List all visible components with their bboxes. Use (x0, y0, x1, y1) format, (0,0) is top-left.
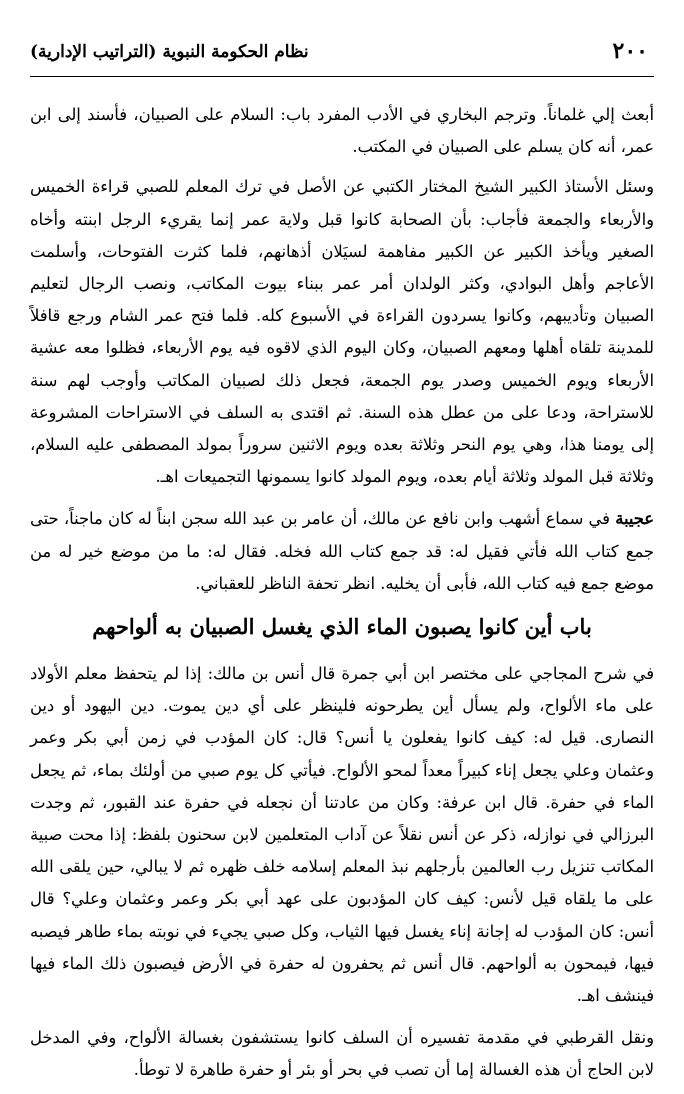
running-title: نظام الحكومة النبوية (التراتيب الإدارية) (30, 42, 309, 62)
page-number: ٢٠٠ (612, 38, 648, 64)
page-header (30, 36, 654, 77)
paragraph-3 (30, 503, 654, 600)
paragraph-4: في شرح المجاجي على مختصر ابن أبي جمرة قال أنس بن مالك: إذا لم يتحفظ معلم الأولاد على ماء الألواح، ولم يسأل أين يطرحونه فلينظر على أي دين يموت. دين اليهود أو دين النصارى. قيل له: كيف كانوا يفعلون يا أنس؟ قال: كان المؤدب في زمن أبي بكر وعمر وعثمان وعلي يجعل إناء كبيراً معداً لمحو الألواح. فيأتي كل يوم صبي من أولئك بماء، ثم يجعل الماء في حفرة. قال ابن عرفة: وكان من عادتنا أن نجعله في حفرة عند القبور، ثم وجدت البرزالي في نوازله، ذكر عن أنس نقلاً عن آداب المتعلمين لابن سحنون بلفظ: إذا محت صبية المكاتب تنزيل رب العالمين بأرجلهم نبذ المعلم إسلامه خلف ظهره ثم لا يبالي، حين يلقى الله على ما يلقاه قيل لأنس: كيف كان المؤدبون على عهد أبي بكر وعمر وعثمان وعلي؟ قال أنس: كان المؤدب له إجانة إناء يغسل فيها الثياب، وكل صبي يجيء في نوبته بماء طاهر فيصبه فيها، فيمحون به ألواحهم. قال أنس ثم يحفرون له حفرة في الأرض فيصبون ذلك الماء فيها فينشف اهـ. (30, 664, 654, 1006)
book-page (30, 36, 654, 1080)
section-heading: باب أين كانوا يصبون الماء الذي يغسل الصبيان به ألواحهم (92, 614, 592, 640)
paragraph-3-lead: عجيبة (615, 509, 654, 529)
paragraph-5: ونقل القرطبي في مقدمة تفسيره أن السلف كانوا يستشفون بغسالة الألواح، وفي المدخل لابن الحاج أن هذه الغسالة إما أن تصب في بحر أو بئر أو حفرة طاهرة لا توطأ. (30, 1028, 654, 1080)
paragraph-2: وسئل الأستاذ الكبير الشيخ المختار الكتبي عن الأصل في ترك المعلم للصبي قراءة الخميس والأربعاء والجمعة فأجاب: بأن الصحابة كانوا قبل ولاية عمر إنما يقريء الرجل ابنته وأخاه الصغير ويأخذ الكبير عن الكبير مفاهمة لسيَلان أذهانهم، فلما كثرت الفتوحات، وأسلمت الأعاجم وأهل البوادي، وكثر الولدان أمر عمر ببناء بيوت المكاتب، ونصب الرجال لتعليم الصبيان وتأديبهم، وكانوا يسردون القراءة في الأسبوع كله. فلما فتح عمر الشام ورجع قافلاً للمدينة تلقاه أهلها ومعهم الصبيان، وكان اليوم الذي لاقوه فيه يوم الأربعاء، فظلوا معه عشية الأربعاء ويوم الخميس وصدر يوم الجمعة، فجعل ذلك لصبيان المكاتب وأوجب لهم سنة للاستراحة، ودعا على من عطل هذه السنة. ثم اقتدى به السلف في الاستراحات المشروعة إلى يومنا هذا، وهي يوم النحر وثلاثة بعده ويوم الاثنين سروراً بمولد المصطفى عليه السلام، وثلاثة قبل المولد وثلاثة أيام بعده، ويوم المولد كانوا يسمونها التجميعات اهـ. (30, 177, 654, 487)
paragraph-3-text: في سماع أشهب وابن نافع عن مالك، أن عامر بن عبد الله سجن ابناً له كان ماجناً، حتى جمع كتاب الله فأتي فقيل له: قد جمع كتاب الله فخله. فقال له: ما من موضع خير له من موضع جمع فيه كتاب الله، فأبى أن يخليه. انظر تحفة الناظر للعقباني. (30, 509, 654, 593)
paragraph-1: أبعث إلي غلماناً. وترجم البخاري في الأدب المفرد باب: السلام على الصبيان، فأسند إلى ابن عمر، أنه كان يسلم على الصبيان في المكتب. (30, 105, 654, 157)
